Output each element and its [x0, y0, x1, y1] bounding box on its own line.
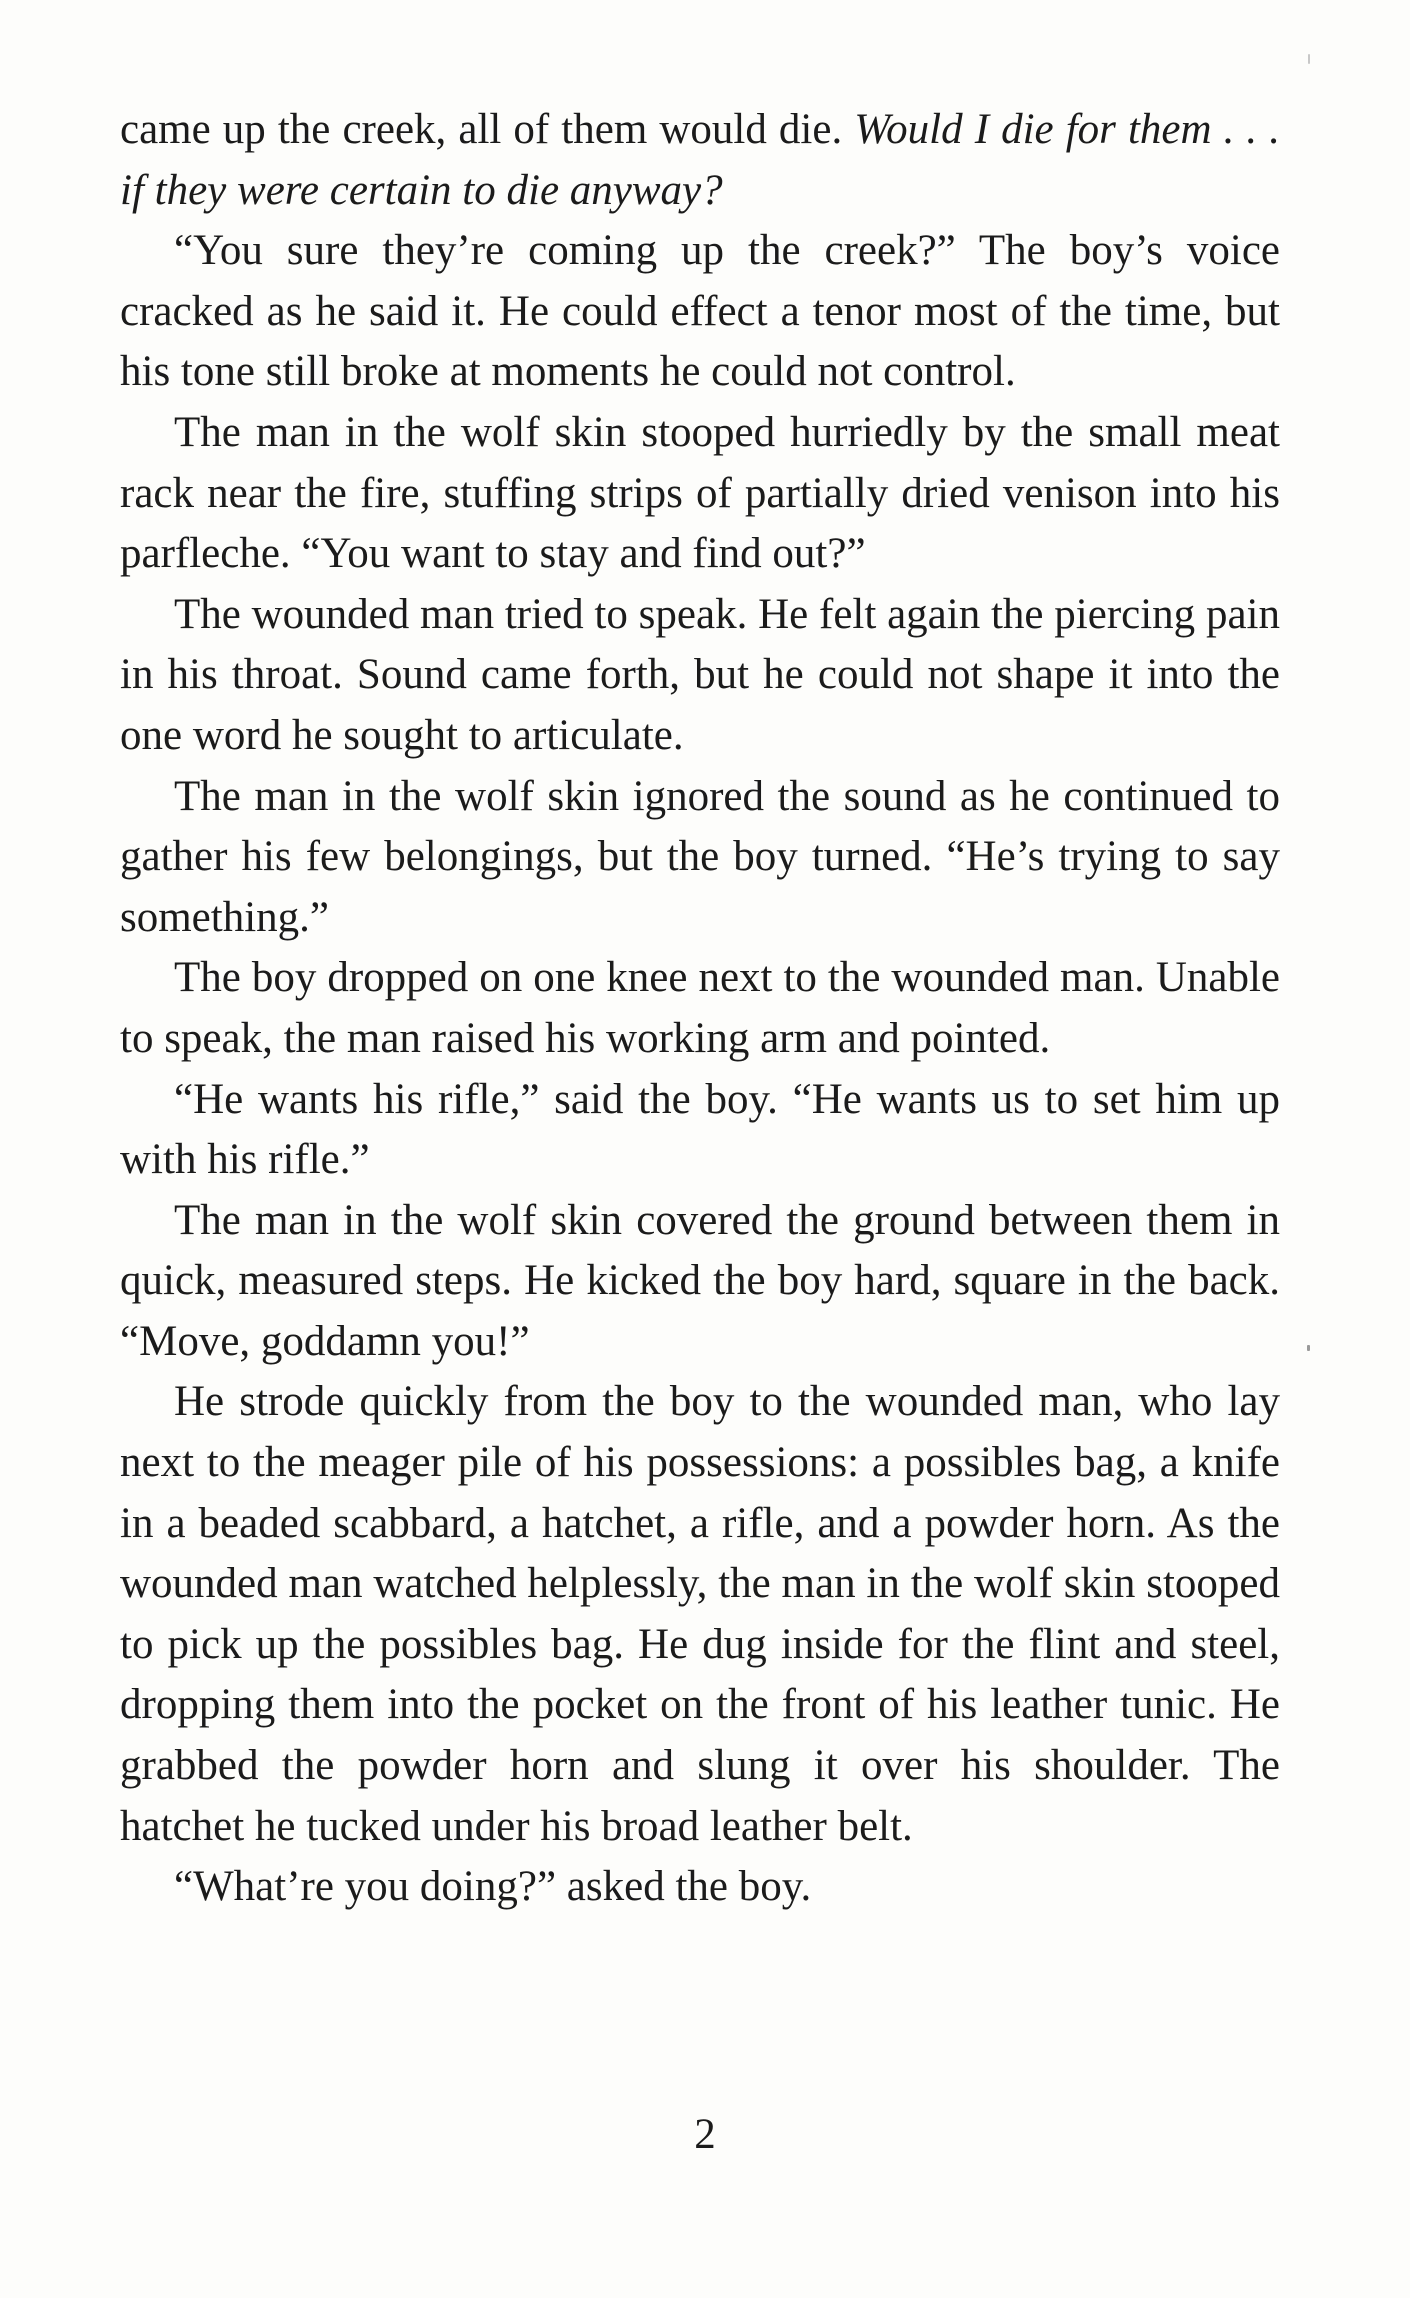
paragraph [120, 1857, 1280, 1918]
scan-speck [1308, 54, 1310, 64]
page-number: 2 [694, 2111, 716, 2158]
paragraph [120, 1372, 1280, 1857]
paragraph [120, 1191, 1280, 1373]
paragraph [120, 767, 1280, 949]
paragraph [120, 948, 1280, 1069]
scan-speck [1307, 1345, 1310, 1351]
paragraph [120, 585, 1280, 767]
text-run: “What’re you doing?” asked the boy. [174, 1863, 812, 1911]
text-run: “He wants his rifle,” said the boy. “He wants us to set him up with his rifle.” [120, 1075, 1280, 1184]
text-run: The man in the wolf skin ignored the sound as he continued to gather his few belongings, but the boy turned. “He’s trying to say something.” [120, 772, 1280, 941]
paragraph [120, 1070, 1280, 1191]
text-run: “You sure they’re coming up the creek?” The boy’s voice cracked as he said it. He could effect a tenor most of the time, but his tone still broke at moments he could not control. [120, 227, 1280, 396]
italic-text: Would I die for them . . . if they were certain to die anyway? [120, 106, 1281, 214]
text-run: He strode quickly from the boy to the wounded man, who lay next to the meager pile of his possessions: a possibles bag, a knife in a beaded scabbard, a hatchet, a rifle, and a powder horn. As the wounded man watched helplessly, the man in the wolf skin stooped to pick up the possibles bag. He dug inside for the flint and steel, dropping them into the pocket on the front of his leather tunic. He grabbed the powder horn and slung it over his shoulder. The hatchet he tucked under his broad leather belt. [120, 1378, 1280, 1850]
text-run: came up the creek, all of them would die. [120, 106, 855, 153]
text-run: The wounded man tried to speak. He felt again the piercing pain in his throat. Sound came forth, but he could not shape it into the one word he sought to articulate. [120, 590, 1280, 759]
paragraph [120, 221, 1280, 403]
text-run: The boy dropped on one knee next to the wounded man. Unable to speak, the man raised his working arm and pointed. [120, 954, 1280, 1062]
paragraph [120, 100, 1280, 221]
body-text [120, 100, 1280, 1918]
paragraph [120, 403, 1280, 585]
text-run: The man in the wolf skin stooped hurriedly by the small meat rack near the fire, stuffing strips of partially dried venison into his parfleche. “You want to stay and find out?” [120, 408, 1280, 578]
text-run: The man in the wolf skin covered the ground between them in quick, measured steps. He kicked the boy hard, square in the back. “Move, goddamn you!” [120, 1196, 1280, 1365]
